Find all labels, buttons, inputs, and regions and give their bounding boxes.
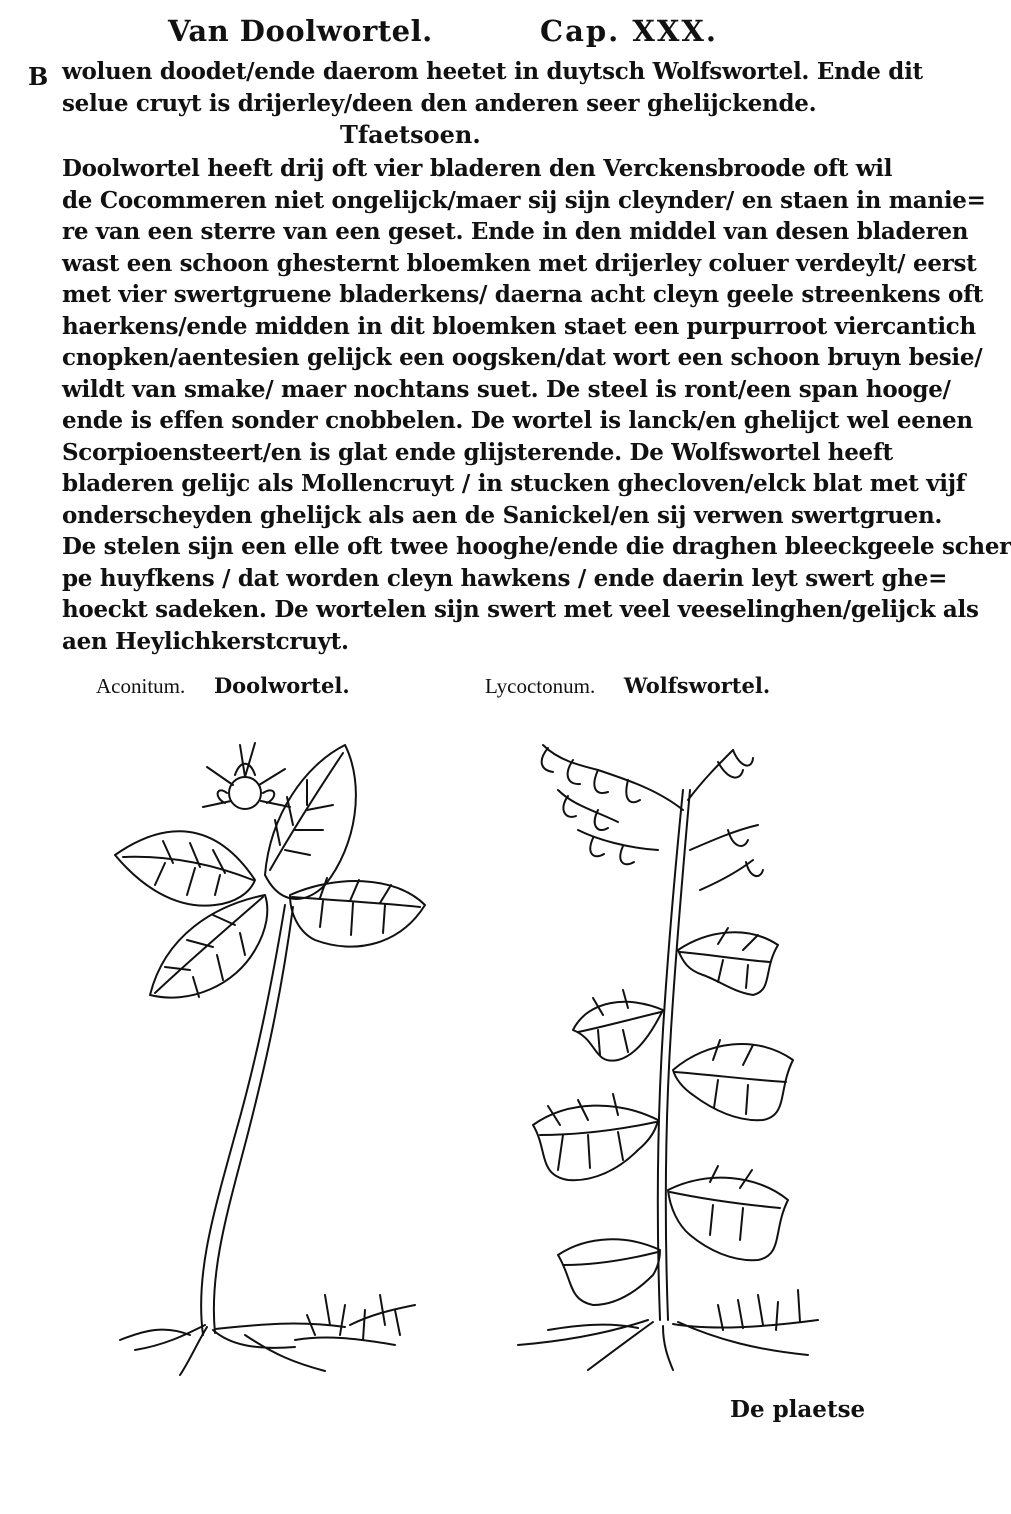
text-line: ende is effen sonder cnobbelen. De wortel is lanck/en ghelijct wel eenen [62, 407, 973, 434]
text-line: onderscheyden ghelijck als aen de Sanickel/en sij verwen swertgruen. [62, 501, 943, 529]
caption-latin: Aconitum. [96, 674, 186, 698]
page-header [0, 12, 900, 52]
text-line: selue cruyt is drijerley/deen den anderen seer ghelijckende. [62, 89, 817, 117]
section-heading: Tfaetsoen. [340, 120, 481, 149]
text-line: pe huyfkens / dat worden cleyn hawkens / ende daerin leyt swert ghe= [62, 564, 948, 592]
text-line: wast een schoon ghesternt bloemken met drijerley coluer verdeylt/ eerst [62, 249, 977, 277]
signature-mark: B [28, 62, 49, 91]
intro-text [62, 56, 923, 119]
figure-caption-aconitum [96, 673, 350, 699]
text-line: re van een sterre van een geset. Ende in den middel van desen bladeren [62, 218, 969, 245]
text-line: met vier swertgruene bladerkens/ daerna acht cleyn geele streenkens oft [62, 281, 984, 308]
chapter-number: Cap. XXX. [540, 14, 718, 48]
text-line: de Cocommeren niet ongelijck/maer sij sijn cleynder/ en staen in manie= [62, 186, 986, 214]
text-line: bladeren gelijc als Mollencruyt / in stucken ghecloven/elck blat met vijf [62, 470, 966, 497]
caption-latin: Lycoctonum. [485, 674, 596, 698]
body-text [62, 153, 1011, 657]
figure-caption-lycoctonum [485, 673, 770, 699]
text-line: hoeckt sadeken. De wortelen sijn swert met veel veeselinghen/gelijck als [62, 596, 979, 623]
text-line: cnopken/aentesien gelijck een oogsken/dat wort een schoon bruyn besie/ [62, 344, 983, 371]
aconitum-woodcut-illustration [95, 735, 455, 1375]
caption-dutch: Wolfswortel. [623, 673, 771, 698]
catchword: De plaetse [730, 1396, 866, 1423]
text-line: Doolwortel heeft drij oft vier bladeren den Verckensbroode oft wil [62, 155, 893, 182]
running-title: Van Doolwortel. [168, 14, 433, 48]
text-line: Scorpioensteert/en is glat ende glijsterende. De Wolfswortel heeft [62, 438, 893, 466]
text-line: wildt van smake/ maer nochtans suet. De steel is ront/een span hooge/ [62, 375, 951, 403]
caption-dutch: Doolwortel. [213, 673, 350, 698]
text-line: aen Heylichkerstcruyt. [62, 627, 349, 655]
text-line: De stelen sijn een elle oft twee hooghe/ende die draghen bleeckgeele scher [62, 533, 1011, 560]
text-line: woluen doodet/ende daerom heetet in duytsch Wolfswortel. Ende dit [62, 58, 923, 85]
text-line: haerkens/ende midden in dit bloemken staet een purpurroot viercantich [62, 312, 976, 340]
lycoctonum-woodcut-illustration [478, 730, 858, 1375]
